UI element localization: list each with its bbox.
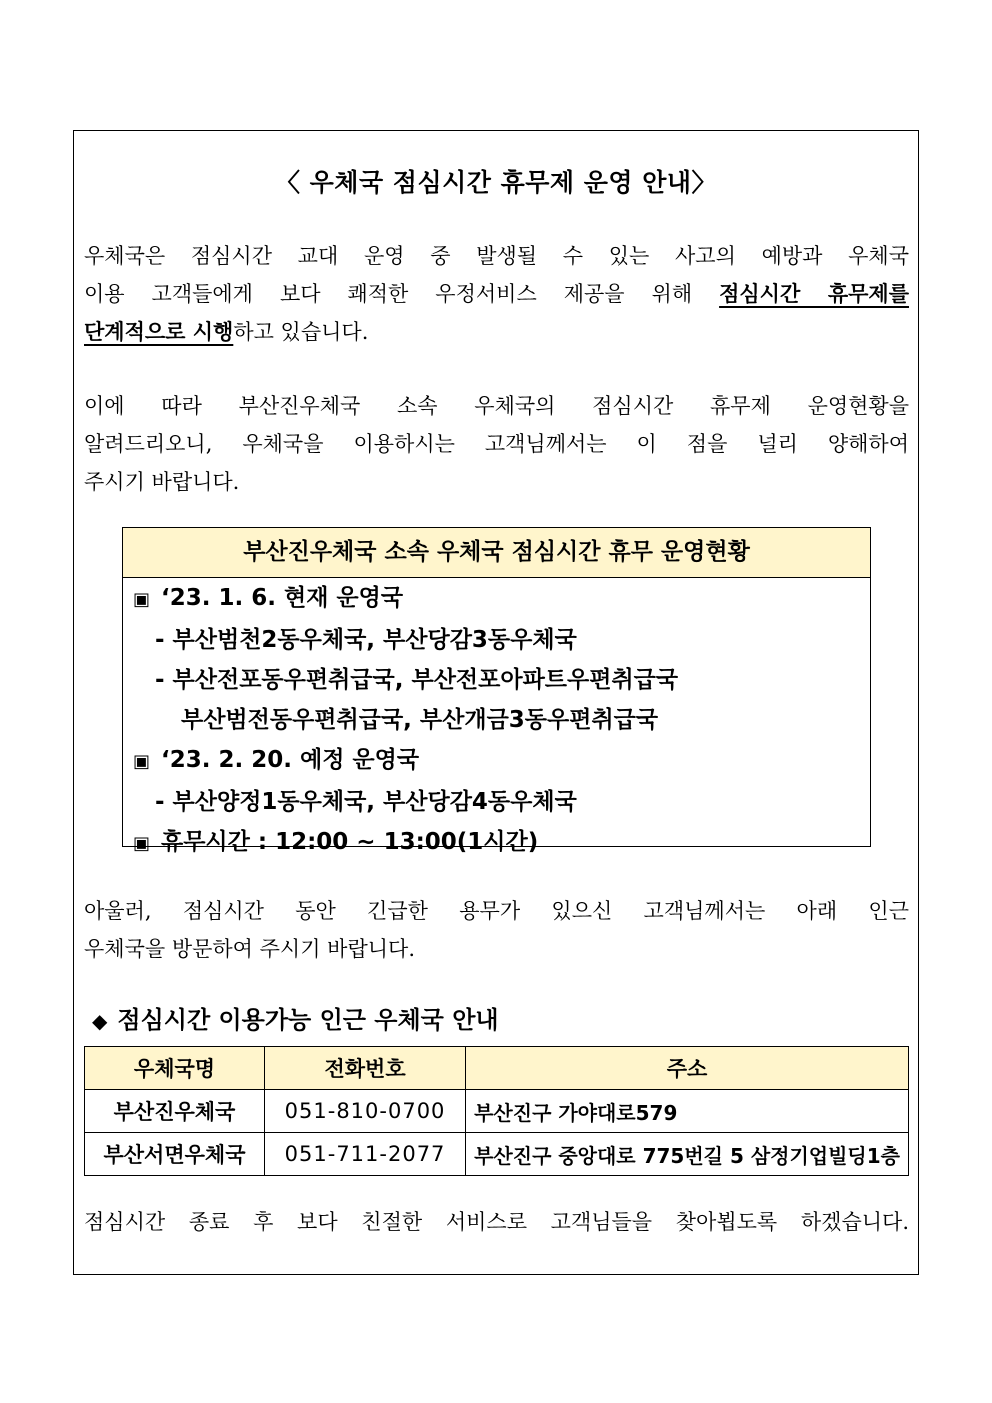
diamond-bullet-icon: ◆ xyxy=(92,1009,108,1033)
office-phone: 051-711-2077 xyxy=(264,1133,465,1176)
current-offices-heading xyxy=(123,578,870,620)
notice-paragraph xyxy=(84,387,909,501)
document-title: 〈 우체국 점심시간 휴무제 운영 안내〉 xyxy=(274,168,718,197)
nearby-post-office-table xyxy=(84,1046,909,1176)
alternative-paragraph xyxy=(84,892,909,968)
table-row xyxy=(85,1133,909,1176)
office-name: 부산진우체국 xyxy=(85,1090,265,1133)
intro-line-3 xyxy=(84,313,909,351)
current-office-item: 부산범전동우편취급국, 부산개금3동우편취급국 xyxy=(181,707,659,733)
square-bullet-icon: ▣ xyxy=(133,589,151,610)
nearby-section-title-text: 점심시간 이용가능 인근 우체국 안내 xyxy=(117,1006,499,1034)
notice-line-1: 이에 따라 부산진우체국 소속 우체국의 점심시간 휴무제 운영현황을 xyxy=(84,394,909,418)
planned-heading-text: ‘23. 2. 20. 예정 운영국 xyxy=(161,747,420,773)
closure-hours xyxy=(123,822,870,864)
closure-hours-text: 휴무시간 : 12:00 ~ 13:00(1시간) xyxy=(161,829,539,855)
notice-line-2: 알려드리오니, 우체국을 이용하시는 고객님께서는 이 점을 널리 양해하여 xyxy=(84,432,909,456)
intro-line-3-text: 하고 있습니다. xyxy=(233,320,369,344)
intro-emphasis-1: 점심시간 휴무제를 xyxy=(719,282,909,306)
column-header-name: 우체국명 xyxy=(85,1047,265,1090)
alternative-line-1: 아울러, 점심시간 동안 긴급한 용무가 있으신 고객님께서는 아래 인근 xyxy=(84,899,909,923)
intro-paragraph xyxy=(84,237,909,351)
intro-line-2 xyxy=(84,275,909,313)
current-heading-text: ‘23. 1. 6. 현재 운영국 xyxy=(161,585,404,611)
office-address: 부산진구 가야대로579 xyxy=(466,1090,909,1133)
intro-line-2-text: 이용 고객들에게 보다 쾌적한 우정서비스 제공을 위해 xyxy=(84,282,720,306)
column-header-address: 주소 xyxy=(466,1047,909,1090)
closing-line: 점심시간 종료 후 보다 친절한 서비스로 고객님들을 찾아뵙도록 하겠습니다. xyxy=(84,1210,909,1234)
office-name: 부산서면우체국 xyxy=(85,1133,265,1176)
status-box-header: 부산진우체국 소속 우체국 점심시간 휴무 운영현황 xyxy=(123,528,870,578)
current-office-item: - 부산전포동우편취급국, 부산전포아파트우편취급국 xyxy=(155,667,679,693)
planned-office-item: - 부산양정1동우체국, 부산당감4동우체국 xyxy=(155,789,577,815)
notice-line-3: 주시기 바랍니다. xyxy=(84,470,240,494)
office-phone: 051-810-0700 xyxy=(264,1090,465,1133)
nearby-section-title xyxy=(92,1000,499,1035)
intro-emphasis-2: 단계적으로 시행 xyxy=(84,320,234,344)
current-office-item: - 부산범천2동우체국, 부산당감3동우체국 xyxy=(155,627,577,653)
table-header-row xyxy=(85,1047,909,1090)
lunch-closure-status-box xyxy=(122,527,871,855)
intro-line-1: 우체국은 점심시간 교대 운영 중 발생될 수 있는 사고의 예방과 우체국 xyxy=(84,244,909,268)
alternative-line-2: 우체국을 방문하여 주시기 바랍니다. xyxy=(84,937,415,961)
square-bullet-icon: ▣ xyxy=(133,833,151,854)
closing-paragraph xyxy=(84,1203,909,1241)
column-header-phone: 전화번호 xyxy=(264,1047,465,1090)
office-address: 부산진구 중앙대로 775번길 5 삼정기업빌딩1층 xyxy=(466,1133,909,1176)
planned-offices-heading xyxy=(123,740,870,782)
square-bullet-icon: ▣ xyxy=(133,751,151,772)
table-row xyxy=(85,1090,909,1133)
